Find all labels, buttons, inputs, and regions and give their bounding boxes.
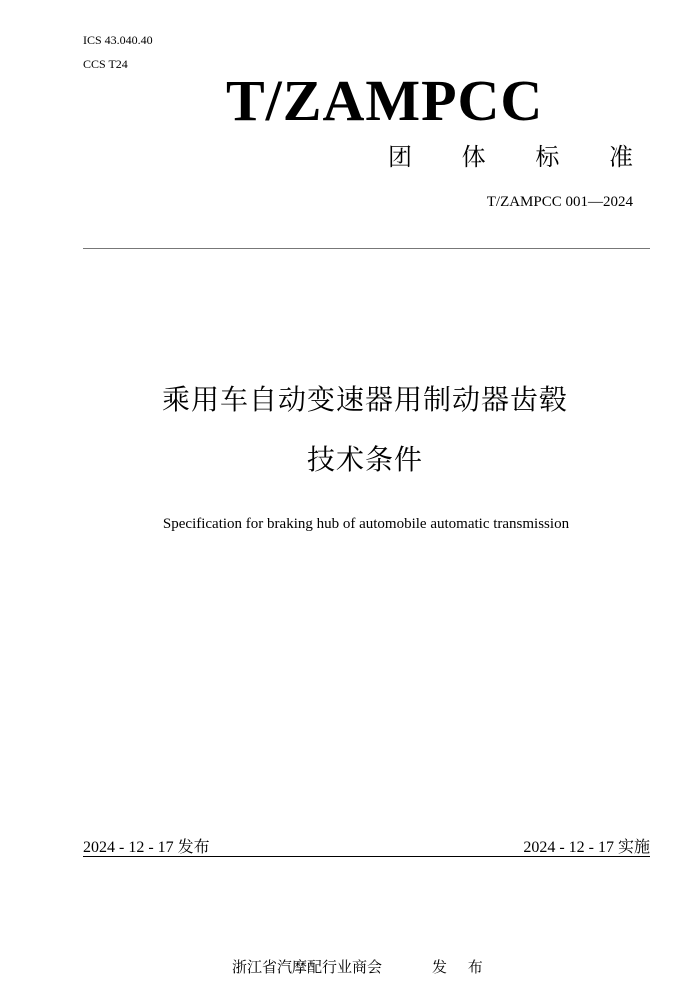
standard-number: T/ZAMPCC 001—2024	[486, 194, 633, 210]
standard-logo: T/ZAMPCC	[226, 68, 544, 133]
standard-type-char: 团	[388, 143, 412, 171]
standard-type-char: 体	[461, 143, 486, 171]
publish-date: 2024 - 12 - 17	[83, 839, 174, 856]
standard-type-char: 准	[608, 143, 633, 171]
title-en: Specification for braking hub of automobile automatic transmission	[162, 516, 570, 532]
implement-date-line	[523, 834, 650, 857]
bottom-divider	[83, 856, 650, 857]
ccs-code: CCS T24	[83, 57, 128, 71]
implement-date: 2024 - 12 - 17	[523, 839, 614, 856]
issue-label: 发 布	[432, 958, 491, 976]
issuer-name: 浙江省汽摩配行业商会	[232, 958, 383, 976]
publish-date-line	[83, 834, 210, 857]
standard-type-char: 标	[535, 143, 560, 171]
ics-code: ICS 43.040.40	[83, 33, 153, 47]
title-cn-line1: 乘用车自动变速器用制动器齿毂	[161, 383, 568, 416]
publish-label: 发布	[177, 837, 210, 856]
title-cn-line2: 技术条件	[306, 443, 423, 476]
top-divider	[83, 248, 650, 249]
implement-label: 实施	[617, 837, 650, 856]
standard-type	[388, 137, 633, 172]
